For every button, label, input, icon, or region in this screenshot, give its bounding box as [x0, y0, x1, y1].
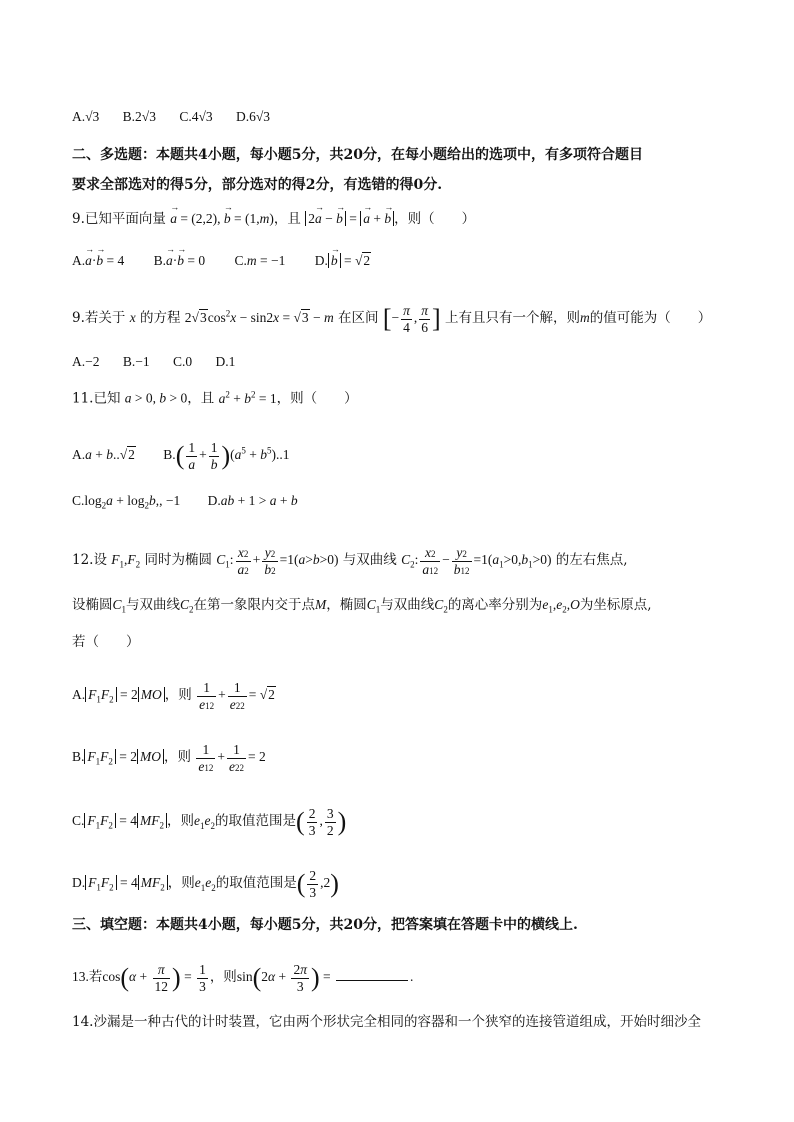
question-11: 11.已知 a > 0, b > 0，且 $a^2 + b^2 = 1$，则（ ）	[72, 389, 358, 407]
q12-option-c: C. $F_1F_2 = 4$ $MF_2$ ，则$e_1e_2$的取值范围是( $\frac{2}{3}$ , $\frac{3}{2}$ )	[72, 806, 347, 838]
question-9: 9.已知平面向量 → a = (2,2), → b = (1,m)，且 2→ a − → b = → a + → b ，则（ ）	[72, 212, 475, 227]
q9-options: A.→ a·→ b = 4 B.→ a·→ b = 0 C.m = −1 D.→ b = √2	[72, 254, 397, 268]
q8-options	[72, 110, 290, 124]
question-14: 14.沙漏是一种古代的计时装置，它由两个形状完全相同的容器和一个狭窄的连接管道组成，开始时细沙全	[72, 1014, 701, 1030]
q12-line2: 设椭圆$C_1$与双曲线$C_2$在第一象限内交于点M，椭圆$C_1$与双曲线$C_2$的离心率分别为$e_1,e_2,O$为坐标原点,	[72, 597, 652, 615]
q12-line3: 若（ ）	[72, 634, 140, 650]
q13-answer-blank[interactable]	[336, 980, 408, 981]
question-12: 12.设 $F_1,F_2$ 同时为椭圆 $C_1$: $\frac{x2}{a2}$ + $\frac{y2}{b2}$ =1(a>b>0) 与双曲线 $C_2$: $\frac{x2}{a12}$ − $\frac{y2}{b12}$ $=1(a_1>0,b_1>0)$ 的左右焦点,	[72, 545, 628, 577]
q8-option-b: B.2√3	[122, 109, 156, 124]
q9-intro: 已知平面向量	[84, 211, 166, 227]
section2-heading-line2: 要求全部选对的得5分，部分选对的得2分，有选错的得0分.	[72, 177, 443, 193]
section3-heading: 三、填空题：本题共4小题，每小题5分，共20分，把答案填在答题卡中的横线上.	[72, 917, 578, 933]
section2-heading-line1: 二、多选题：本题共4小题，每小题5分，共20分，在每小题给出的选项中，有多项符合题目	[72, 147, 643, 163]
q10-options: A.−2 B.−1 C.0 D.1	[72, 354, 236, 369]
q12-option-b: B. $F_1F_2 = 2$ MO ，则 $\frac{1}{e12}$ + $\frac{1}{e22}$ = 2	[72, 742, 266, 774]
question-10: 9.若关于 x 的方程 $2√3\cos^2x - \sin 2x = √3 - m$ 在区间 [− $\frac{\pi}{4}$ , $\frac{\pi}{6}$ ] 上有且只有一个解，则m的值可能为（ ）	[72, 303, 712, 335]
q8-option-c: C.4√3	[179, 109, 213, 124]
q8-option-a: A.√3	[72, 109, 100, 124]
q9-tail: ，则（ ）	[394, 211, 476, 227]
q9-number: 9.	[72, 211, 85, 227]
q12-option-d: D. $F_1F_2 = 4$ $MF_2$ ，则$e_1e_2$的取值范围是( $\frac{2}{3}$ ,2)	[72, 868, 339, 900]
q12-option-a: A. $F_1F_2 = 2$ MO ，则 $\frac{1}{e12}$ + $\frac{1}{e22}$ = √2	[72, 680, 275, 712]
q11-options-ab: A.a + b..√2 B.( $\frac{1}{a}$ + $\frac{1}{b}$ )$(a^5 + b^5)..1$	[72, 440, 290, 472]
q8-option-d: D.6√3	[236, 109, 271, 124]
q9-cond-text: ，且	[273, 211, 301, 227]
q11-options-cd: $C.\log_2a + \log_2b$,, −1 D.ab + 1 > a + b	[72, 493, 298, 511]
question-13: 13.若cos(α + $\frac{\pi}{12}$ ) = $\frac{1}{3}$ ，则sin(2α + $\frac{2\pi}{3}$ ) = .	[72, 962, 414, 994]
